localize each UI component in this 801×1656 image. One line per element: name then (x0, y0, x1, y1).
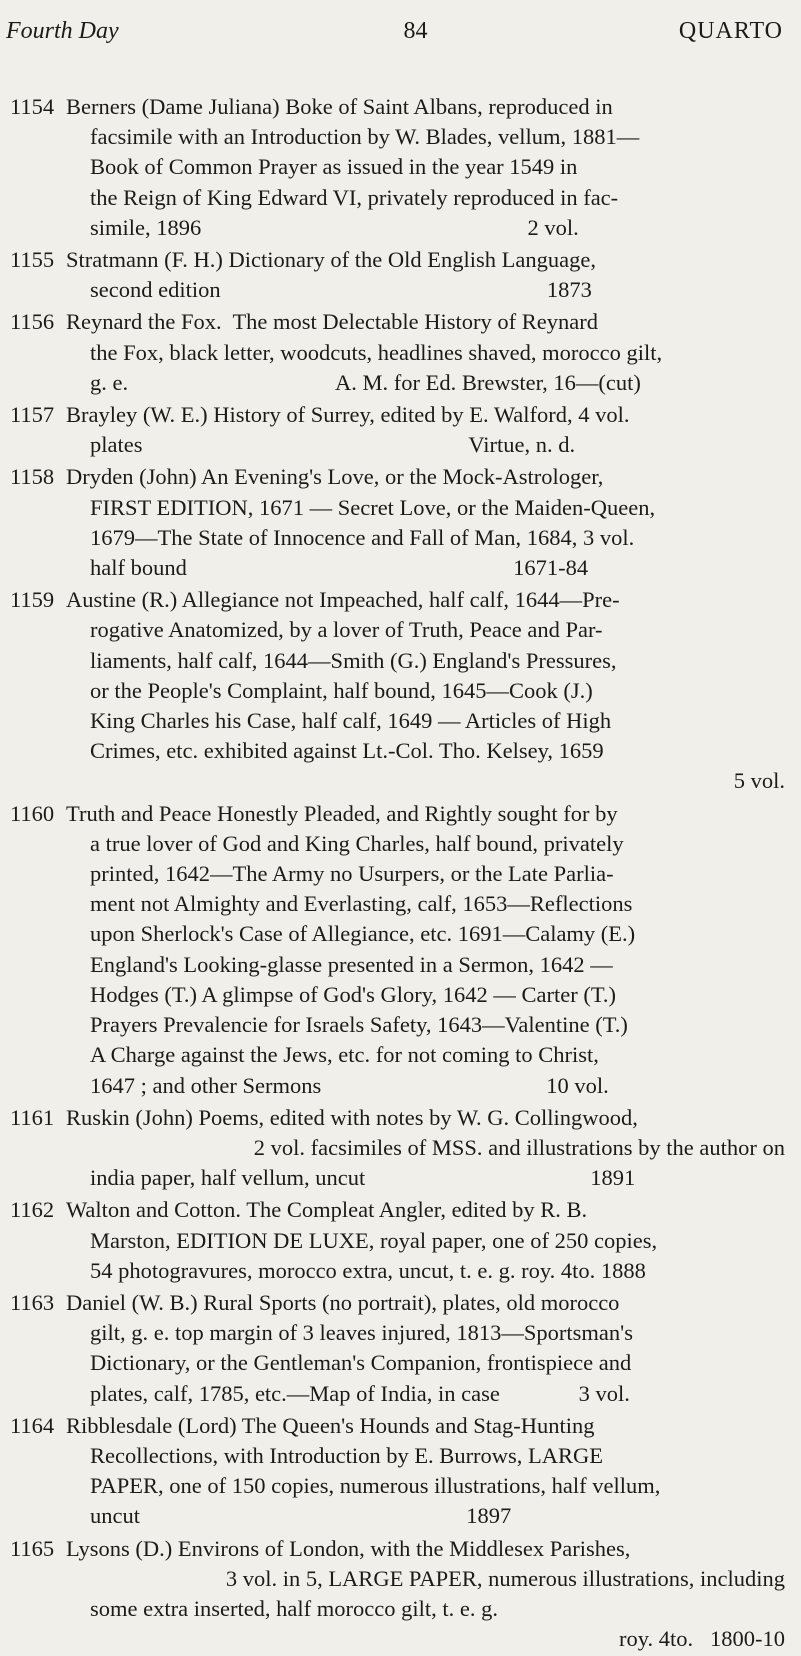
lot-description (66, 307, 801, 398)
description-line: FIRST EDITION, 1671 — Secret Love, or the Maiden-Queen, (90, 494, 656, 520)
description-line: Daniel (W. B.) Rural Sports (no portrait), plates, old morocco (66, 1289, 620, 1315)
description-line: ment not Almighty and Everlasting, calf, 1653—Reflections (90, 891, 633, 917)
description-line: india paper, half vellum, uncut 1891 (90, 1165, 636, 1191)
day-heading: Fourth Day (6, 18, 119, 44)
lot-entry (0, 92, 801, 243)
lot-number: 1165 (10, 1535, 55, 1561)
lot-entry (0, 1288, 801, 1409)
lot-entry (0, 1195, 801, 1286)
lot-description (66, 1534, 801, 1655)
description-line: Reynard the Fox. The most Delectable History of Reynard (66, 309, 598, 335)
lot-entry (0, 462, 801, 583)
lot-entry (0, 1103, 801, 1194)
description-line: Dryden (John) An Evening's Love, or the Mock-Astrologer, (66, 464, 604, 490)
lot-description (66, 245, 801, 305)
lot-number: 1154 (10, 94, 55, 119)
description-line: 3 vol. in 5, LARGE PAPER, numerous illustrations, including (225, 1565, 785, 1591)
description-line: Truth and Peace Honestly Pleaded, and Rightly sought for by (66, 800, 618, 826)
description-line: the Reign of King Edward VI, privately reproduced in fac- (90, 184, 619, 210)
description-line: 2 vol. facsimiles of MSS. and illustrations by the author on (253, 1134, 785, 1160)
lot-number: 1164 (10, 1412, 55, 1438)
lot-entry (0, 585, 801, 796)
lot-description (66, 400, 801, 460)
description-line: Stratmann (F. H.) Dictionary of the Old English Language, (66, 247, 596, 273)
description-line: Prayers Prevalencie for Israels Safety, 1643—Valentine (T.) (90, 1012, 628, 1038)
format-heading: QUARTO (678, 18, 783, 44)
description-line: King Charles his Case, half calf, 1649 — Articles of High (90, 708, 612, 734)
lot-entry (0, 1411, 801, 1532)
description-line: 5 vol. (733, 768, 785, 794)
description-line: second edition 1873 (90, 277, 592, 303)
lot-number: 1156 (10, 309, 55, 335)
description-line: 1647 ; and other Sermons 10 vol. (90, 1072, 609, 1098)
description-line: roy. 4to. 1800-10 (618, 1626, 785, 1652)
description-line: Berners (Dame Juliana) Boke of Saint Albans, reproduced in (66, 94, 613, 119)
running-head (0, 18, 801, 58)
description-line: Marston, EDITION DE LUXE, royal paper, one of 250 copies, (90, 1227, 658, 1253)
lot-number: 1157 (10, 402, 55, 428)
lot-entry (0, 307, 801, 398)
description-line: Austine (R.) Allegiance not Impeached, half calf, 1644—Pre- (66, 587, 620, 613)
lot-description (66, 462, 801, 583)
description-line: upon Sherlock's Case of Allegiance, etc. 1691—Calamy (E.) (90, 921, 636, 947)
description-line: Dictionary, or the Gentleman's Companion, frontispiece and (90, 1350, 632, 1376)
lot-number: 1159 (10, 587, 55, 613)
description-line: Recollections, with Introduction by E. Burrows, LARGE (90, 1442, 604, 1468)
lot-entry (0, 245, 801, 305)
lot-number: 1161 (10, 1104, 55, 1130)
description-line: facsimile with an Introduction by W. Blades, vellum, 1881— (90, 124, 640, 150)
description-line: A Charge against the Jews, etc. for not coming to Christ, (90, 1042, 599, 1068)
description-line: Brayley (W. E.) History of Surrey, edited by E. Walford, 4 vol. (66, 402, 630, 428)
description-line: simile, 1896 2 vol. (90, 214, 579, 240)
description-line: rogative Anatomized, by a lover of Truth, Peace and Par- (90, 617, 603, 643)
description-line: liaments, half calf, 1644—Smith (G.) England's Pressures, (90, 647, 617, 673)
description-line: or the People's Complaint, half bound, 1645—Cook (J.) (90, 677, 593, 703)
lot-description (66, 1288, 801, 1409)
description-line: printed, 1642—The Army no Usurpers, or the Late Parlia- (90, 861, 614, 887)
lot-description (66, 799, 801, 1101)
description-line: Ruskin (John) Poems, edited with notes by W. G. Collingwood, (66, 1104, 638, 1130)
lot-number: 1155 (10, 247, 55, 273)
lot-number: 1158 (10, 464, 55, 490)
description-line: PAPER, one of 150 copies, numerous illustrations, half vellum, (90, 1473, 661, 1499)
lot-number: 1162 (10, 1197, 55, 1223)
lot-number: 1160 (10, 800, 55, 826)
description-line: some extra inserted, half morocco gilt, t. e. g. (90, 1595, 498, 1621)
lot-description (66, 1411, 801, 1532)
description-line: 54 photogravures, morocco extra, uncut, t. e. g. roy. 4to. 1888 (90, 1257, 646, 1283)
description-line: Lysons (D.) Environs of London, with the Middlesex Parishes, (66, 1535, 631, 1561)
lot-list (0, 92, 801, 1656)
description-line: uncut 1897 (90, 1503, 512, 1529)
lot-entry (0, 1534, 801, 1655)
description-line: gilt, g. e. top margin of 3 leaves injured, 1813—Sportsman's (90, 1320, 633, 1346)
description-line: Walton and Cotton. The Compleat Angler, edited by R. B. (66, 1197, 588, 1223)
description-line: 1679—The State of Innocence and Fall of Man, 1684, 3 vol. (90, 524, 635, 550)
description-line: Hodges (T.) A glimpse of God's Glory, 1642 — Carter (T.) (90, 981, 617, 1007)
lot-description (66, 1195, 801, 1286)
lot-entry (0, 799, 801, 1101)
lot-entry (0, 400, 801, 460)
page-number: 84 (403, 18, 428, 44)
description-line: a true lover of God and King Charles, half bound, privately (90, 830, 624, 856)
description-line: plates, calf, 1785, etc.—Map of India, in case 3 vol. (90, 1380, 630, 1406)
description-line: Crimes, etc. exhibited against Lt.-Col. Tho. Kelsey, 1659 (90, 738, 604, 764)
description-line: the Fox, black letter, woodcuts, headlines shaved, morocco gilt, (90, 339, 663, 365)
description-line: g. e. A. M. for Ed. Brewster, 16—(cut) (90, 369, 641, 395)
description-line: Book of Common Prayer as issued in the year 1549 in (90, 154, 578, 180)
description-line: half bound 1671-84 (90, 555, 589, 581)
description-line: England's Looking-glasse presented in a Sermon, 1642 — (90, 951, 613, 977)
lot-description (66, 585, 801, 796)
description-line: Ribblesdale (Lord) The Queen's Hounds and Stag-Hunting (66, 1412, 595, 1438)
lot-description (66, 1103, 801, 1194)
description-line: plates Virtue, n. d. (90, 432, 576, 458)
lot-number: 1163 (10, 1289, 55, 1315)
lot-description (66, 92, 801, 243)
